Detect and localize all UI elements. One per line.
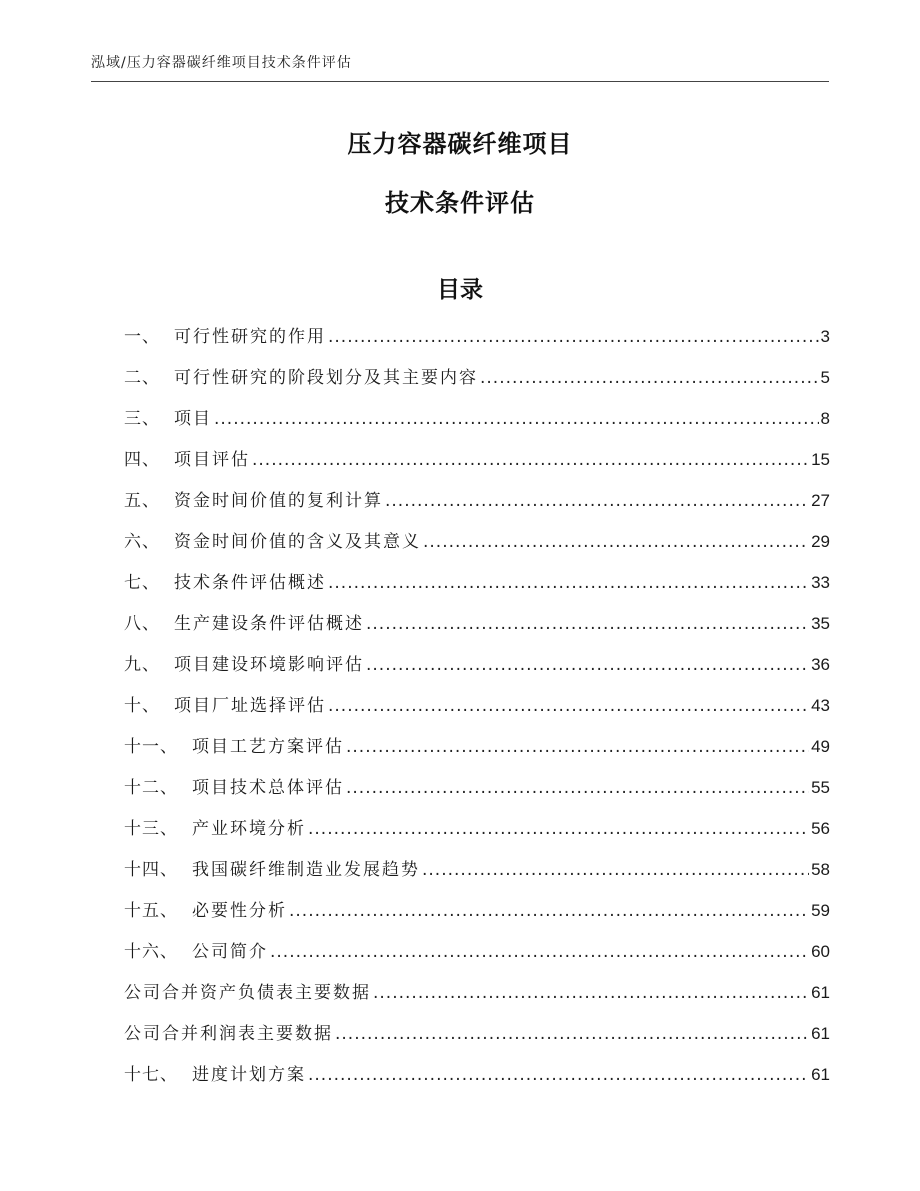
toc-leader-dots bbox=[373, 978, 809, 1008]
toc-entry-number: 十七、 bbox=[124, 1065, 178, 1085]
toc-entry-title: 可行性研究的阶段划分及其主要内容 bbox=[174, 368, 478, 388]
toc-entry-page: 59 bbox=[811, 901, 830, 920]
toc-leader-dots bbox=[328, 691, 809, 721]
toc-entry-title: 进度计划方案 bbox=[192, 1065, 306, 1085]
toc-entry-number: 九、 bbox=[124, 655, 160, 675]
toc-entry-number: 四、 bbox=[124, 450, 160, 470]
toc-entry-number: 十四、 bbox=[124, 860, 178, 880]
document-title: 压力容器碳纤维项目 bbox=[347, 130, 573, 158]
document-subtitle: 技术条件评估 bbox=[385, 189, 535, 217]
toc-entry-title: 产业环境分析 bbox=[192, 819, 306, 839]
toc-entry[interactable] bbox=[124, 814, 830, 855]
toc-entry-title: 项目技术总体评估 bbox=[192, 778, 344, 798]
toc-entry-title: 项目工艺方案评估 bbox=[192, 737, 344, 757]
toc-entry[interactable] bbox=[124, 404, 830, 445]
toc-entry-number: 十三、 bbox=[124, 819, 178, 839]
toc-entry-number: 六、 bbox=[124, 532, 160, 552]
toc-entry-page: 58 bbox=[811, 860, 830, 879]
toc-entry-title: 必要性分析 bbox=[192, 901, 287, 921]
toc-entry-number: 八、 bbox=[124, 614, 160, 634]
toc-entry-title: 项目厂址选择评估 bbox=[174, 696, 326, 716]
toc-entry[interactable] bbox=[124, 650, 830, 691]
toc-entry[interactable] bbox=[124, 445, 830, 486]
running-header: 泓域/压力容器碳纤维项目技术条件评估 bbox=[91, 55, 352, 71]
toc-entry[interactable] bbox=[124, 896, 830, 937]
toc-leader-dots bbox=[328, 322, 819, 352]
toc-entry-page: 36 bbox=[811, 655, 830, 674]
toc-entry-title: 公司合并利润表主要数据 bbox=[124, 1024, 333, 1044]
toc-entry-number: 二、 bbox=[124, 368, 160, 388]
toc-entry-number: 十、 bbox=[124, 696, 160, 716]
toc-entry-number: 十一、 bbox=[124, 737, 178, 757]
toc-entry[interactable] bbox=[124, 732, 830, 773]
toc-leader-dots bbox=[366, 650, 809, 680]
toc-leader-dots bbox=[308, 1060, 809, 1090]
toc-entry[interactable] bbox=[124, 1019, 830, 1060]
toc-entry-title: 公司简介 bbox=[192, 942, 268, 962]
toc-leader-dots bbox=[214, 404, 819, 434]
toc-entry[interactable] bbox=[124, 322, 830, 363]
toc-entry-title: 技术条件评估概述 bbox=[174, 573, 326, 593]
toc-entry-title: 项目 bbox=[174, 409, 212, 429]
toc-leader-dots bbox=[366, 609, 809, 639]
toc-entry[interactable] bbox=[124, 568, 830, 609]
toc-entry-page: 43 bbox=[811, 696, 830, 715]
toc-leader-dots bbox=[289, 896, 809, 926]
toc-leader-dots bbox=[480, 363, 819, 393]
toc-entry[interactable] bbox=[124, 1060, 830, 1101]
toc-leader-dots bbox=[422, 855, 809, 885]
toc-entry-title: 可行性研究的作用 bbox=[174, 327, 326, 347]
toc-entry[interactable] bbox=[124, 855, 830, 896]
toc-entry[interactable] bbox=[124, 691, 830, 732]
toc-entry-title: 项目评估 bbox=[174, 450, 250, 470]
toc-entry-number: 十五、 bbox=[124, 901, 178, 921]
toc-entry-number: 十二、 bbox=[124, 778, 178, 798]
toc-entry-page: 60 bbox=[811, 942, 830, 961]
toc-entry-number: 五、 bbox=[124, 491, 160, 511]
toc-entry-page: 3 bbox=[820, 327, 830, 346]
toc-leader-dots bbox=[346, 773, 809, 803]
toc-entry[interactable] bbox=[124, 363, 830, 404]
table-of-contents bbox=[124, 322, 830, 1101]
toc-entry-number: 一、 bbox=[124, 327, 160, 347]
toc-leader-dots bbox=[385, 486, 809, 516]
header-rule bbox=[91, 81, 829, 82]
toc-entry-page: 15 bbox=[811, 450, 830, 469]
toc-entry-number: 十六、 bbox=[124, 942, 178, 962]
toc-entry[interactable] bbox=[124, 978, 830, 1019]
toc-entry-number: 七、 bbox=[124, 573, 160, 593]
toc-entry-page: 35 bbox=[811, 614, 830, 633]
toc-heading: 目录 bbox=[437, 277, 483, 303]
toc-entry-page: 29 bbox=[811, 532, 830, 551]
toc-entry[interactable] bbox=[124, 527, 830, 568]
toc-entry[interactable] bbox=[124, 937, 830, 978]
toc-entry-page: 61 bbox=[811, 983, 830, 1002]
toc-entry-title: 生产建设条件评估概述 bbox=[174, 614, 364, 634]
toc-entry-number: 三、 bbox=[124, 409, 160, 429]
toc-leader-dots bbox=[346, 732, 809, 762]
toc-entry-page: 61 bbox=[811, 1065, 830, 1084]
toc-entry-page: 33 bbox=[811, 573, 830, 592]
toc-entry[interactable] bbox=[124, 773, 830, 814]
toc-entry-page: 27 bbox=[811, 491, 830, 510]
toc-entry-title: 项目建设环境影响评估 bbox=[174, 655, 364, 675]
toc-entry[interactable] bbox=[124, 486, 830, 527]
toc-leader-dots bbox=[308, 814, 809, 844]
toc-entry-title: 资金时间价值的复利计算 bbox=[174, 491, 383, 511]
toc-leader-dots bbox=[270, 937, 809, 967]
toc-entry-page: 61 bbox=[811, 1024, 830, 1043]
toc-entry-page: 8 bbox=[820, 409, 830, 428]
toc-leader-dots bbox=[328, 568, 809, 598]
toc-entry-title: 我国碳纤维制造业发展趋势 bbox=[192, 860, 420, 880]
toc-leader-dots bbox=[335, 1019, 809, 1049]
toc-entry-page: 49 bbox=[811, 737, 830, 756]
toc-leader-dots bbox=[252, 445, 809, 475]
toc-entry-title: 公司合并资产负债表主要数据 bbox=[124, 983, 371, 1003]
toc-entry-page: 56 bbox=[811, 819, 830, 838]
toc-entry-page: 5 bbox=[820, 368, 830, 387]
toc-entry-page: 55 bbox=[811, 778, 830, 797]
toc-entry-title: 资金时间价值的含义及其意义 bbox=[174, 532, 421, 552]
toc-entry[interactable] bbox=[124, 609, 830, 650]
toc-leader-dots bbox=[423, 527, 809, 557]
